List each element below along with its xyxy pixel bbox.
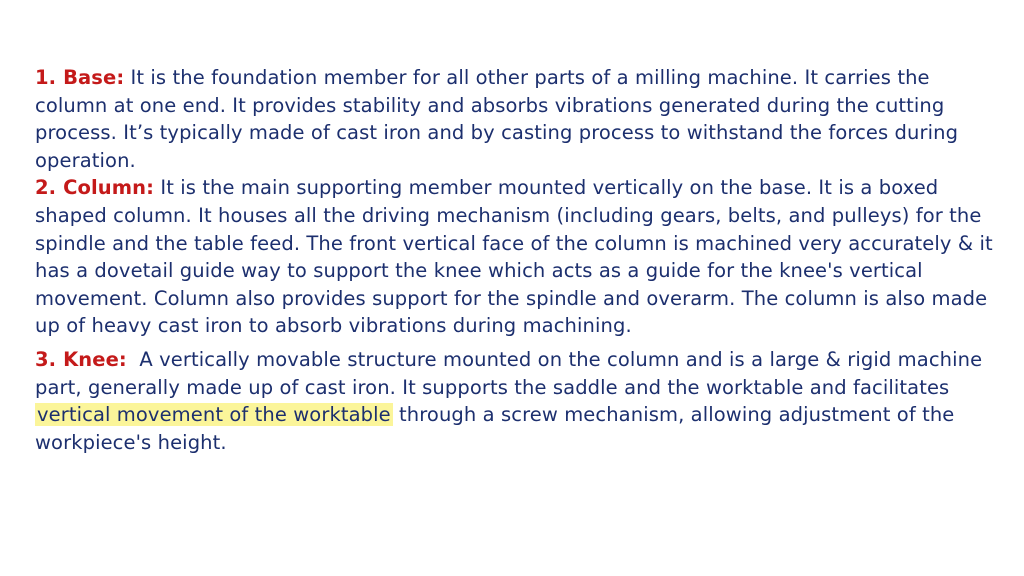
knee-description-start: A vertically movable structure mounted on the column and is a large & rigid machine part, generally made up of cast iron. It supports the saddle and the worktable and facilitates [35,347,989,399]
base-term: 1. Base: [35,66,125,89]
knee-paragraph [35,346,996,456]
column-term: 2. Column: [35,176,155,200]
knee-description-end: through a screw mechanism, allowing adjustment of the workpiece's height. [35,403,955,454]
knee-term: 3. Knee: [35,347,127,371]
base-description: It is the foundation member for all other parts of a milling machine. It carries the column at one end. It provides stability and absorbs vibrations generated during the cutting process. It’s typically made of cast iron and by casting process to withstand the forces during operation. [35,66,959,172]
column-paragraph [35,174,996,340]
column-description: It is the main supporting member mounted vertically on the base. It is a boxed shaped column. It houses all the driving mechanism (including gears, belts, and pulleys) for the spindle and the table feed. The front vertical face of the column is machined very accurately & it has a dovetail guide way to support the knee which acts as a guide for the knee's vertical movement. Column also provides support for the spindle and overarm. The column is also made up of heavy cast iron to absorb vibrations during machining. [35,176,993,338]
knee-highlight: vertical movement of the worktable [37,403,391,427]
base-paragraph [35,64,996,174]
